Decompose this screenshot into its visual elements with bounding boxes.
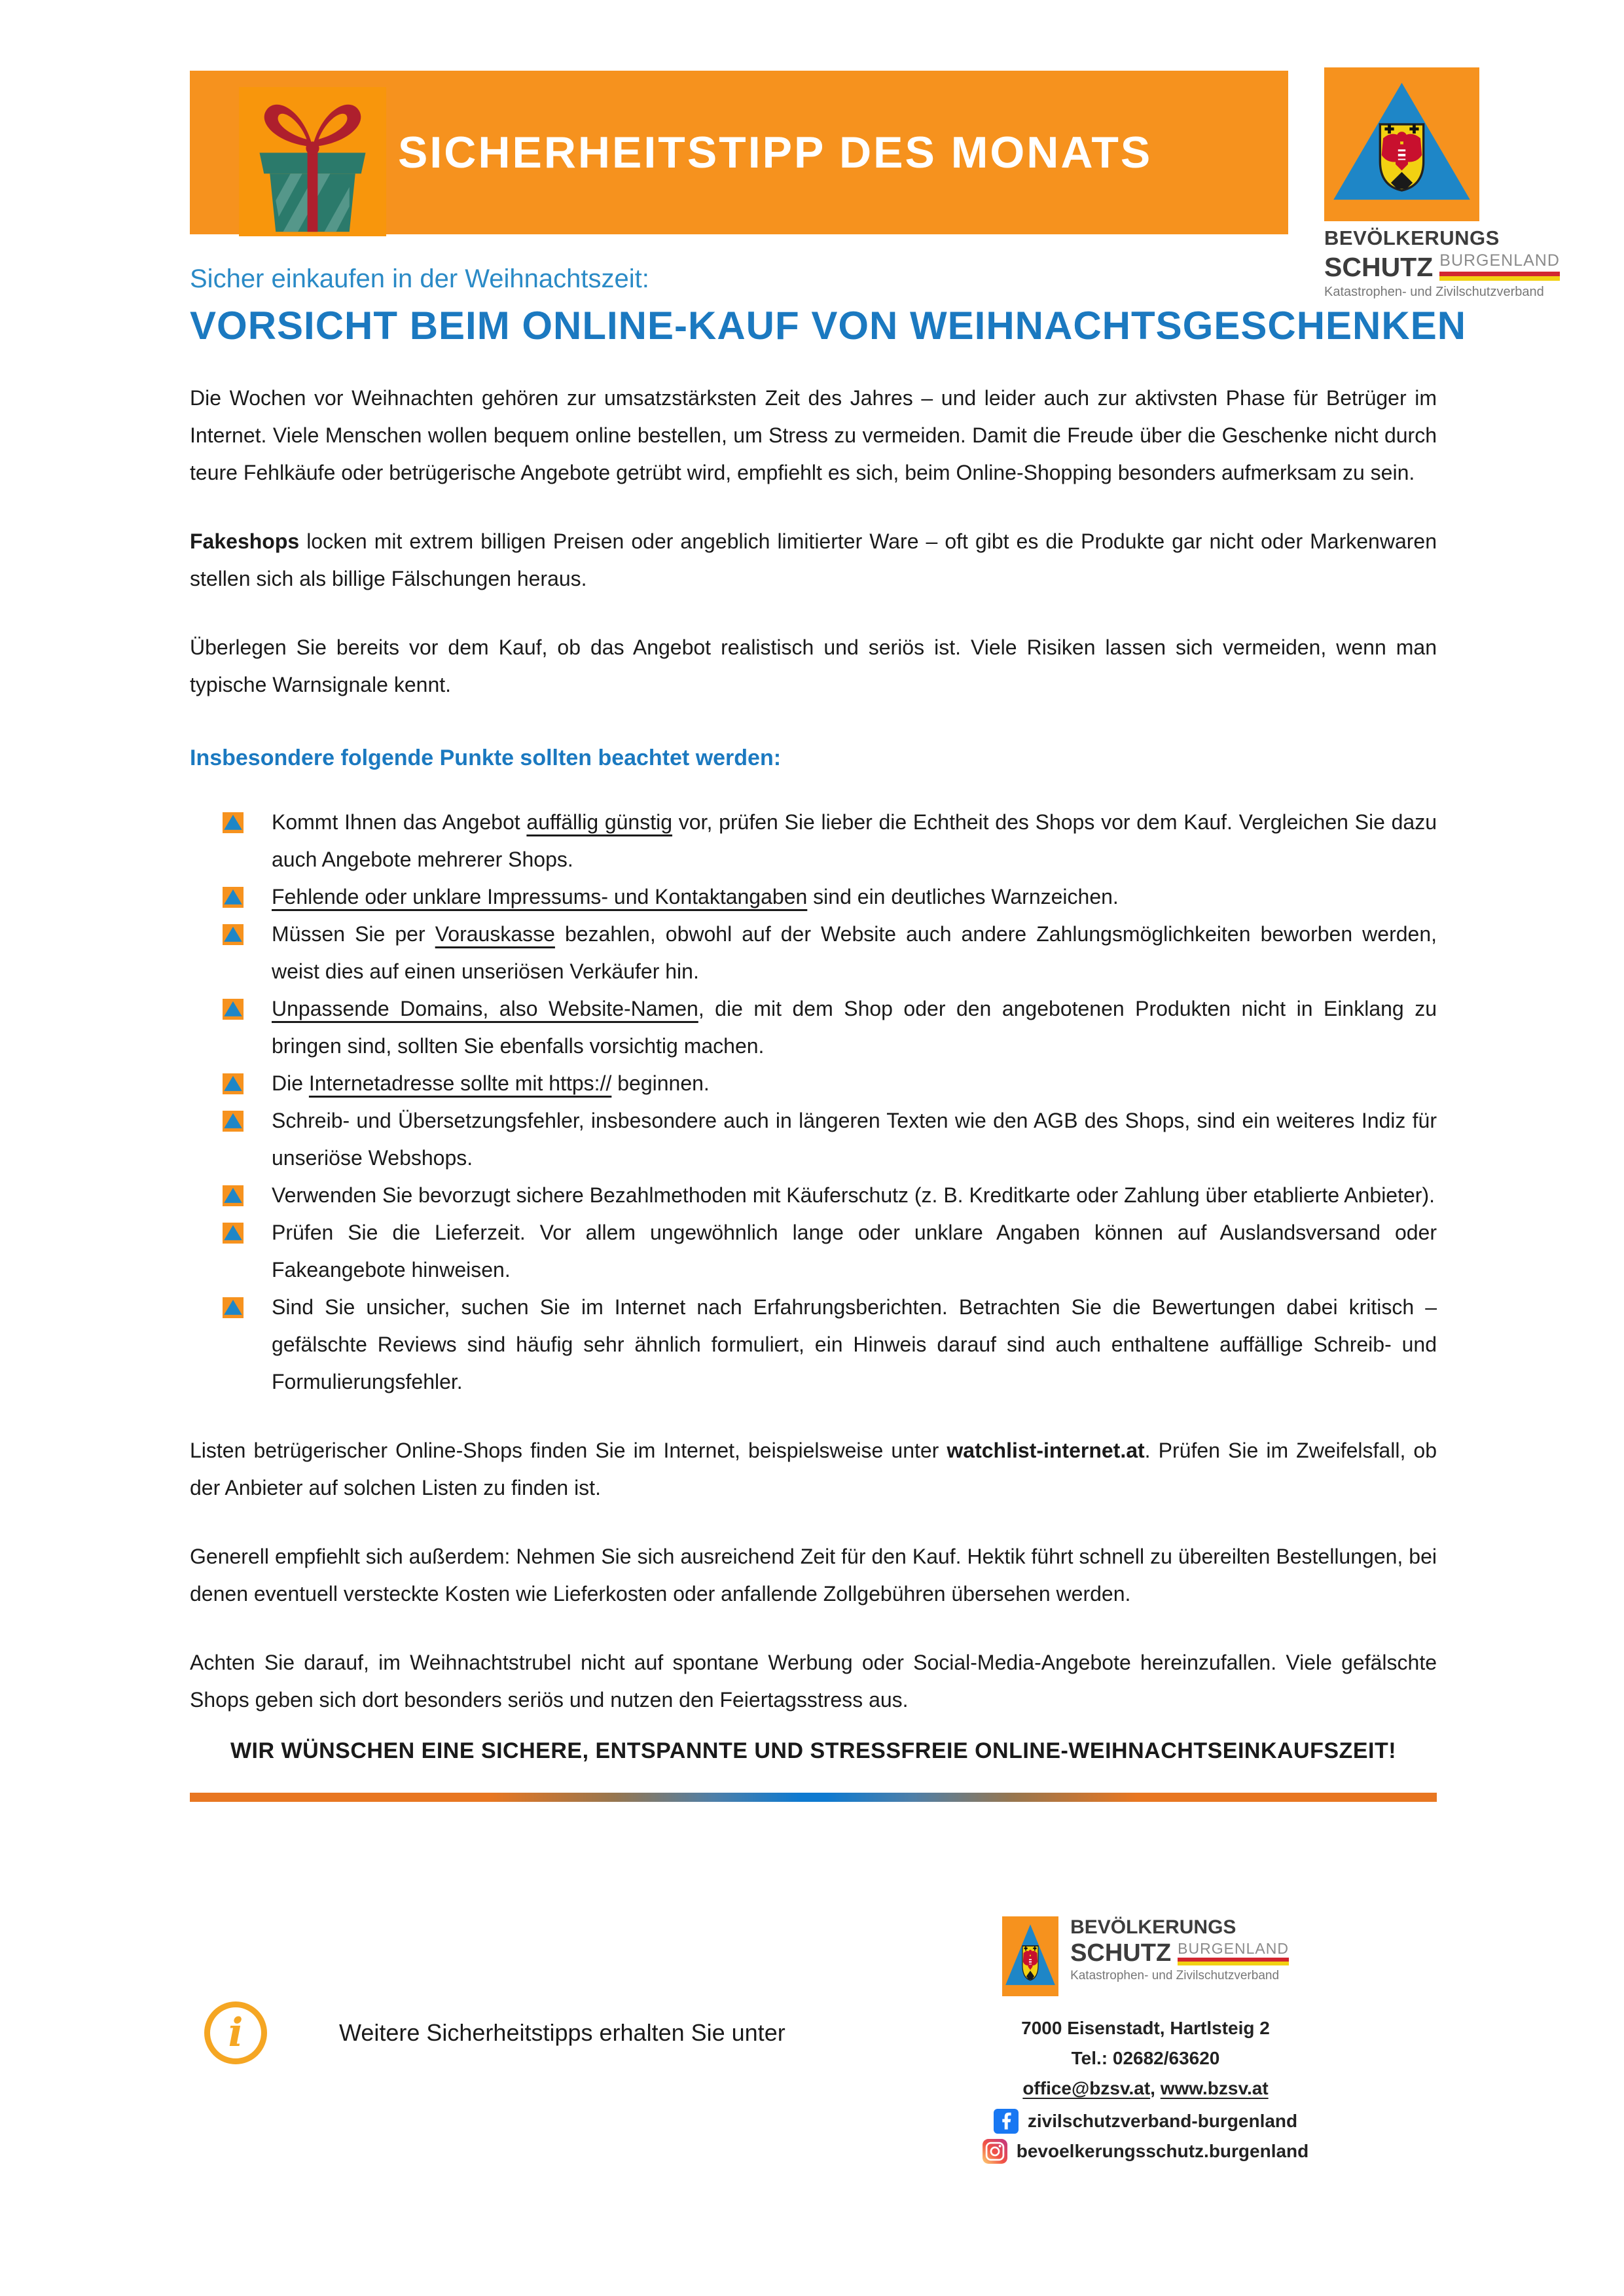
bullet-emblem-icon: [223, 999, 244, 1020]
footer-info-text: Weitere Sicherheitstipps erhalten Sie unter: [339, 2019, 785, 2046]
bullet-emblem-icon: [223, 1111, 244, 1132]
brand-tagline: Katastrophen- und Zivilschutzverband: [1324, 285, 1544, 299]
checklist-item: Sind Sie unsicher, suchen Sie im Internet nach Erfahrungsberichten. Betrachten Sie die Bewertungen dabei kritisch – gefälschte Reviews sind häufig sehr ähnlich formuliert, ein Hinweis darauf sind auch enthaltene auffällige Schreib- und Formulierungsfehler.: [190, 1289, 1437, 1401]
outro-paragraph-2: Generell empfiehlt sich außerdem: Nehmen Sie sich ausreichend Zeit für den Kauf. Hektik führt schnell zu übereilten Bestellungen, bei denen eventuell versteckte Kosten wie Lieferkosten oder anfallende Zollgebühren übersehen werden.: [190, 1545, 1437, 1605]
bullet-emblem-icon: [223, 812, 244, 833]
footer-contact-lines: [897, 2013, 1394, 2104]
facebook-icon: [994, 2109, 1019, 2134]
email-link[interactable]: office@bzsv.at: [1022, 2078, 1151, 2098]
kicker: Sicher einkaufen in der Weihnachtszeit:: [190, 264, 649, 293]
burgenland-flag-bar: [1439, 272, 1560, 281]
checklist-item: Müssen Sie per Vorauskasse bezahlen, obwohl auf der Website auch andere Zahlungsmöglichkeiten beworben werden, weist dies auf einen unseriösen Verkäufer hin.: [190, 916, 1437, 990]
checklist-item: Kommt Ihnen das Angebot auffällig günstig vor, prüfen Sie lieber die Echtheit des Shops vor dem Kauf. Vergleichen Sie dazu auch Angebote mehrerer Shops.: [190, 804, 1437, 878]
watchlist-link: watchlist-internet.at: [947, 1439, 1145, 1462]
bullet-emblem-icon: [223, 924, 244, 945]
bullet-emblem-icon: [223, 1223, 244, 1244]
checklist-item: Die Internetadresse sollte mit https:// beginnen.: [190, 1065, 1437, 1102]
header-band: [190, 71, 1288, 234]
page-title: SICHERHEITSTIPP DES MONATS: [398, 128, 1153, 177]
intro-paragraph-2: Fakeshops locken mit extrem billigen Preisen oder angeblich limitierter Ware – oft gibt es die Produkte gar nicht oder Markenwaren stellen sich als billige Fälschungen heraus.: [190, 529, 1437, 590]
headline: VORSICHT BEIM ONLINE-KAUF VON WEIHNACHTSGESCHENKEN: [190, 304, 1467, 348]
closing-wish: WIR WÜNSCHEN EINE SICHERE, ENTSPANNTE UND STRESSFREIE ONLINE-WEIHNACHTSEINKAUFSZEIT!: [230, 1738, 1397, 1763]
instagram-icon: [983, 2139, 1007, 2164]
main-content: [190, 264, 1467, 1802]
brand-line2: SCHUTZ: [1324, 252, 1434, 282]
web-line: office@bzsv.at, www.bzsv.at: [1022, 2078, 1269, 2098]
bullet-emblem-icon: [223, 1297, 244, 1318]
checklist-item: Prüfen Sie die Lieferzeit. Vor allem ungewöhnlich lange oder unklare Angaben können auf Auslandsversand oder Fakeangebote hinweisen.: [190, 1214, 1437, 1289]
checklist-item: Unpassende Domains, also Website-Namen, die mit dem Shop oder den angebotenen Produkten nicht in Einklang zu bringen sind, sollten Sie ebenfalls vorsichtig machen.: [190, 990, 1437, 1065]
checklist-item: Verwenden Sie bevorzugt sichere Bezahlmethoden mit Käuferschutz (z. B. Kreditkarte oder Zahlung über etablierte Anbieter).: [190, 1177, 1437, 1214]
instagram-handle[interactable]: bevoelkerungsschutz.burgenland: [1016, 2141, 1309, 2161]
facebook-handle[interactable]: zivilschutzverband-burgenland: [1027, 2111, 1298, 2131]
phone-line: Tel.: 02682/63620: [1071, 2048, 1220, 2068]
checklist: [190, 804, 1437, 1401]
bullet-emblem-icon: [223, 1073, 244, 1094]
checklist-item: Fehlende oder unklare Impressums- und Kontaktangaben sind ein deutliches Warnzeichen.: [190, 878, 1437, 916]
info-icon: i: [204, 2001, 267, 2064]
footer-info: [204, 2001, 785, 2064]
brand-wordmark: [1324, 226, 1560, 300]
address-line: 7000 Eisenstadt, Hartlsteig 2: [1021, 2018, 1270, 2038]
brand-logo-top: [1324, 67, 1560, 300]
website-link[interactable]: www.bzsv.at: [1160, 2078, 1269, 2098]
footer-contact-block: [897, 1916, 1394, 2164]
bzsv-emblem-icon: [1324, 67, 1479, 221]
outro-paragraph-1: Listen betrügerischer Online-Shops finden Sie im Internet, beispielsweise unter watchlist-internet.at. Prüfen Sie im Zweifelsfall, ob der Anbieter auf solchen Listen zu finden ist.: [190, 1439, 1437, 1499]
footer-brand-region: BURGENLAND: [1178, 1940, 1289, 1965]
intro-paragraph-1: Die Wochen vor Weihnachten gehören zur umsatzstärksten Zeit des Jahres – und leider auch zur aktivsten Phase für Betrüger im Internet. Viele Menschen wollen bequem online bestellen, um Stress zu vermeiden. Damit die Freude über die Geschenke nicht durch teure Fehlkäufe oder betrügerische Angebote getrübt wird, empfiehlt es sich, beim Online-Shopping besonders aufmerksam zu sein.: [190, 386, 1437, 484]
section-divider: [190, 1793, 1437, 1802]
brand-region: BURGENLAND: [1439, 251, 1560, 281]
checklist-heading: Insbesondere folgende Punkte sollten beachtet werden:: [190, 745, 782, 770]
bzsv-emblem-icon: [1002, 1916, 1058, 1996]
bullet-emblem-icon: [223, 887, 244, 908]
footer-brand-wordmark: BEVÖLKERUNGS SCHUTZ BURGENLAND Katastrophen- und Zivilschutzverband: [1070, 1916, 1289, 1982]
outro-paragraph-3: Achten Sie darauf, im Weihnachtstrubel nicht auf spontane Werbung oder Social-Media-Angebote hereinzufallen. Viele gefälschte Shops geben sich dort besonders seriös und nutzen den Feiertagsstress aus.: [190, 1651, 1437, 1712]
footer-brand-logo: [897, 1916, 1394, 1996]
intro-paragraph-3: Überlegen Sie bereits vor dem Kauf, ob das Angebot realistisch und seriös ist. Viele Risiken lassen sich vermeiden, wenn man typische Warnsignale kennt.: [190, 636, 1437, 696]
brand-line1: BEVÖLKERUNGS: [1324, 226, 1500, 249]
gift-icon: [239, 87, 386, 236]
facebook-row[interactable]: [897, 2109, 1394, 2134]
checklist-item: Schreib- und Übersetzungsfehler, insbesondere auch in längeren Texten wie den AGB des Shops, sind ein weiteres Indiz für unseriöse Webshops.: [190, 1102, 1437, 1177]
instagram-row[interactable]: [897, 2139, 1394, 2164]
bullet-emblem-icon: [223, 1185, 244, 1206]
